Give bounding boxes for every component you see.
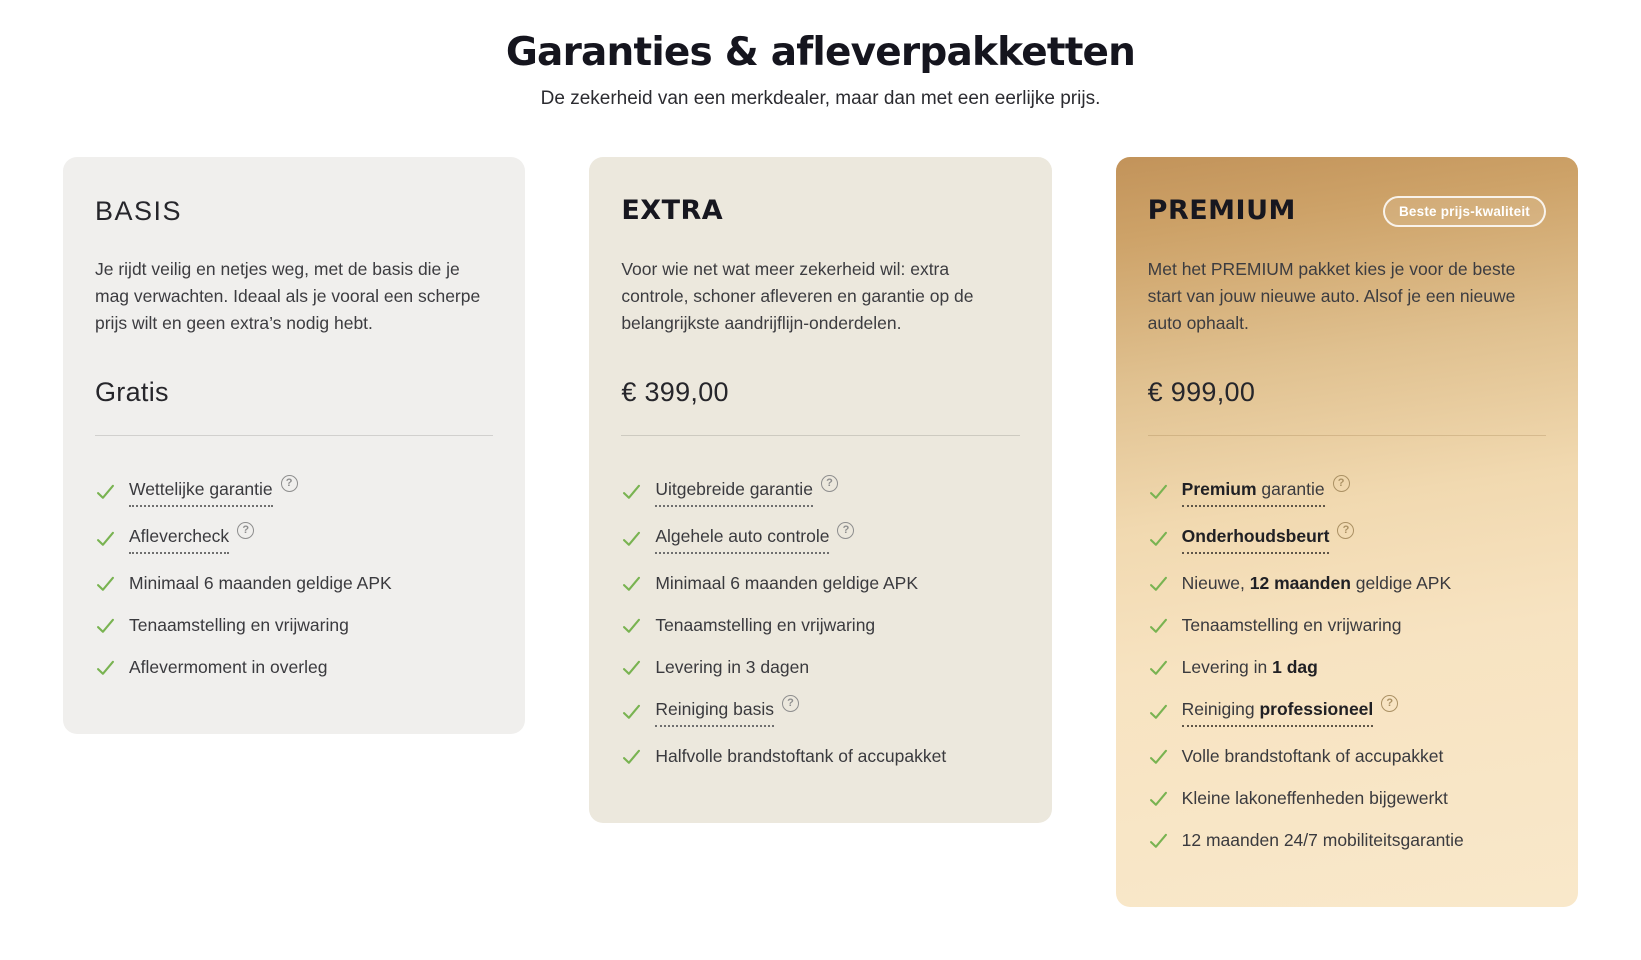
feature-term[interactable]: Uitgebreide garantie bbox=[655, 476, 813, 507]
feature-item bbox=[95, 612, 493, 638]
feature-label: Tenaamstelling en vrijwaring bbox=[1181, 615, 1402, 635]
check-icon bbox=[621, 615, 642, 636]
feature-label: Aflevermoment in overleg bbox=[129, 657, 328, 677]
feature-item bbox=[1148, 743, 1546, 769]
feature-item bbox=[95, 523, 493, 554]
page-title: Garanties & afleverpakketten bbox=[505, 30, 1136, 75]
pricing-cards bbox=[0, 157, 1641, 907]
page-subtitle: De zekerheid van een merkdealer, maar dan met een eerlijke prijs. bbox=[540, 88, 1101, 109]
feature-item bbox=[621, 570, 1019, 596]
check-icon bbox=[1148, 657, 1169, 678]
check-icon bbox=[621, 746, 642, 767]
card-description: Voor wie net wat meer zekerheid wil: extra controle, schoner afleveren en garantie op de belangrijkste aandrijflijn-onderdelen. bbox=[621, 259, 974, 333]
page-header bbox=[0, 0, 1641, 110]
check-icon bbox=[621, 481, 642, 502]
feature-item bbox=[1148, 827, 1546, 853]
feature-item bbox=[95, 570, 493, 596]
card-price: Gratis bbox=[95, 377, 169, 407]
check-icon bbox=[621, 528, 642, 549]
card-header bbox=[95, 193, 493, 229]
card-description: Je rijdt veilig en netjes weg, met de basis die je mag verwachten. Ideaal als je vooral een scherpe prijs wilt en geen extra’s nodig hebt. bbox=[95, 259, 481, 333]
card-header bbox=[1148, 193, 1546, 229]
check-icon bbox=[621, 573, 642, 594]
help-icon[interactable]: ? bbox=[821, 475, 838, 492]
feature-item bbox=[1148, 570, 1546, 596]
check-icon bbox=[1148, 573, 1169, 594]
check-icon bbox=[1148, 615, 1169, 636]
check-icon bbox=[95, 615, 116, 636]
check-icon bbox=[1148, 481, 1169, 502]
check-icon bbox=[1148, 746, 1169, 767]
feature-label: Minimaal 6 maanden geldige APK bbox=[129, 573, 392, 593]
check-icon bbox=[1148, 701, 1169, 722]
help-icon[interactable]: ? bbox=[281, 475, 298, 492]
feature-label: Kleine lakoneffenheden bijgewerkt bbox=[1181, 788, 1448, 808]
feature-item bbox=[621, 476, 1019, 507]
card-title-extra: EXTRA bbox=[621, 195, 724, 226]
help-icon[interactable]: ? bbox=[837, 522, 854, 539]
check-icon bbox=[621, 701, 642, 722]
feature-list bbox=[621, 476, 1019, 769]
feature-item bbox=[1148, 654, 1546, 680]
check-icon bbox=[95, 573, 116, 594]
feature-term[interactable]: Algehele auto controle bbox=[655, 523, 829, 554]
feature-item bbox=[1148, 612, 1546, 638]
feature-item bbox=[621, 743, 1019, 769]
card-price: € 999,00 bbox=[1147, 377, 1256, 407]
price-divider bbox=[1148, 435, 1546, 436]
feature-term[interactable]: Wettelijke garantie bbox=[129, 476, 273, 507]
card-title-premium: PREMIUM bbox=[1147, 195, 1296, 226]
help-icon[interactable]: ? bbox=[782, 695, 799, 712]
feature-term[interactable]: Onderhoudsbeurt bbox=[1182, 523, 1330, 554]
feature-label: Tenaamstelling en vrijwaring bbox=[129, 615, 349, 635]
feature-term[interactable]: Reiniging professioneel bbox=[1182, 696, 1374, 727]
feature-item bbox=[621, 696, 1019, 727]
feature-item bbox=[1148, 523, 1546, 554]
feature-label: Volle brandstoftank of accupakket bbox=[1181, 746, 1444, 766]
feature-item bbox=[621, 523, 1019, 554]
premium-card bbox=[1116, 157, 1578, 907]
check-icon bbox=[621, 657, 642, 678]
help-icon[interactable]: ? bbox=[1333, 475, 1350, 492]
check-icon bbox=[1148, 788, 1169, 809]
feature-term[interactable]: Premium garantie bbox=[1182, 476, 1325, 507]
check-icon bbox=[1148, 528, 1169, 549]
feature-label: Halfvolle brandstoftank of accupakket bbox=[655, 746, 947, 766]
best-value-badge: Beste prijs-kwaliteit bbox=[1383, 196, 1546, 227]
help-icon[interactable]: ? bbox=[237, 522, 254, 539]
feature-item bbox=[95, 476, 493, 507]
feature-item bbox=[621, 612, 1019, 638]
feature-list bbox=[1148, 476, 1546, 853]
feature-term[interactable]: Reiniging basis bbox=[655, 696, 774, 727]
feature-label: Tenaamstelling en vrijwaring bbox=[655, 615, 876, 635]
price-divider bbox=[621, 435, 1019, 436]
check-icon bbox=[95, 657, 116, 678]
feature-list bbox=[95, 476, 493, 680]
card-title-basis: BASIS bbox=[95, 196, 183, 226]
check-icon bbox=[1148, 830, 1169, 851]
feature-item bbox=[1148, 696, 1546, 727]
feature-label: Levering in 3 dagen bbox=[655, 657, 810, 677]
feature-label: Minimaal 6 maanden geldige APK bbox=[655, 573, 918, 593]
help-icon[interactable]: ? bbox=[1381, 695, 1398, 712]
feature-label: 12 maanden 24/7 mobiliteitsgarantie bbox=[1181, 830, 1464, 850]
feature-label: Nieuwe, 12 maanden geldige APK bbox=[1181, 573, 1452, 593]
feature-item bbox=[621, 654, 1019, 680]
feature-item bbox=[1148, 785, 1546, 811]
check-icon bbox=[95, 481, 116, 502]
card-price: € 399,00 bbox=[621, 377, 729, 407]
feature-label: Levering in 1 dag bbox=[1181, 657, 1318, 677]
card-description: Met het PREMIUM pakket kies je voor de beste start van jouw nieuwe auto. Alsof je een nieuwe auto ophaalt. bbox=[1147, 259, 1516, 333]
basis-card bbox=[63, 157, 525, 734]
feature-item bbox=[95, 654, 493, 680]
price-divider bbox=[95, 435, 493, 436]
check-icon bbox=[95, 528, 116, 549]
feature-item bbox=[1148, 476, 1546, 507]
extra-card bbox=[589, 157, 1051, 823]
card-header bbox=[621, 193, 1019, 229]
feature-term[interactable]: Aflevercheck bbox=[129, 523, 229, 554]
help-icon[interactable]: ? bbox=[1337, 522, 1354, 539]
